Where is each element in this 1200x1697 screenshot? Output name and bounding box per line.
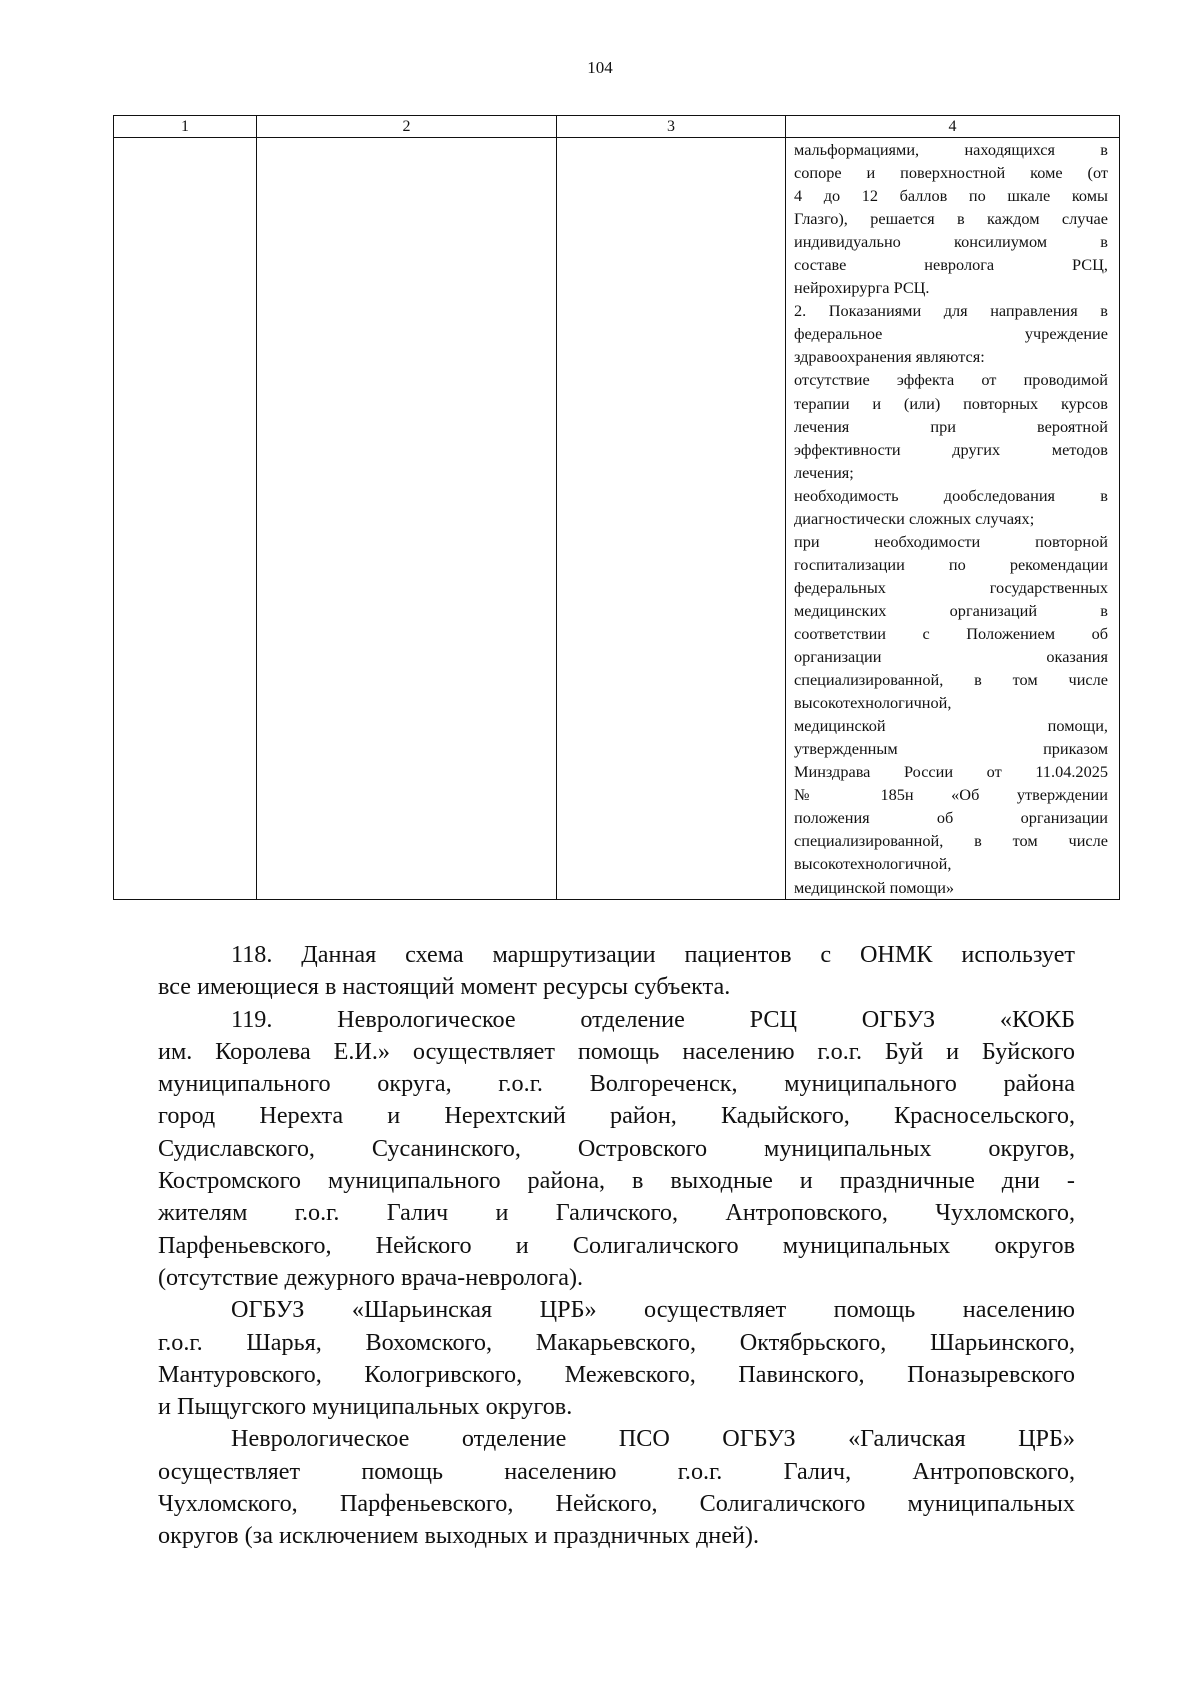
- cell-col-4-line: при необходимости повторной: [794, 531, 1108, 551]
- cell-col-4: [786, 138, 1120, 900]
- cell-col-4-line: медицинских организаций в: [794, 600, 1108, 620]
- cell-col-4-line: специализированной, в том числе: [794, 670, 1108, 690]
- paragraph-line: (отсутствие дежурного врача-невролога).: [158, 1263, 584, 1291]
- cell-col-4-line: эффективности других методов: [794, 439, 1108, 459]
- cell-col-4-line: мальформациями, находящихся в: [794, 140, 1108, 159]
- body-text: [158, 939, 1075, 1553]
- paragraph-line: Судиславского, Сусанинского, Островского муниципальных округов,: [158, 1134, 1075, 1162]
- cell-col-4-line: 2. Показаниями для направления в: [794, 301, 1108, 321]
- cell-col-4-line: Минздрава России от 11.04.2025: [794, 762, 1108, 782]
- routing-table: [113, 115, 1120, 900]
- cell-col-4-line: индивидуально консилиумом в: [794, 232, 1108, 252]
- cell-col-4-line: необходимость дообследования в: [794, 485, 1108, 505]
- paragraph-line: 118. Данная схема маршрутизации пациентов с ОНМК использует: [231, 941, 1075, 968]
- paragraph-line: Парфеньевского, Нейского и Солигаличского муниципальных округов: [158, 1231, 1075, 1259]
- cell-col-4-line: медицинской помощи,: [794, 716, 1108, 736]
- paragraph-p-sharya: [158, 1294, 1075, 1423]
- cell-col-4-line: отсутствие эффекта от проводимой: [794, 370, 1108, 390]
- cell-col-4-line: сопоре и поверхностной коме (от: [794, 163, 1108, 183]
- cell-col-4-line: лечения;: [794, 462, 854, 482]
- cell-col-4-line: положения об организации: [794, 808, 1108, 828]
- cell-col-4-line: составе невролога РСЦ,: [794, 255, 1108, 275]
- paragraph-p-galich: [158, 1423, 1075, 1552]
- paragraph-line: жителям г.о.г. Галич и Галичского, Антроповского, Чухломского,: [158, 1199, 1075, 1227]
- column-header-1: 1: [114, 116, 257, 138]
- cell-col-4-line: высокотехнологичной,: [794, 693, 952, 713]
- paragraph-line: все имеющиеся в настоящий момент ресурсы субъекта.: [158, 973, 731, 1001]
- paragraph-line: Мантуровского, Кологривского, Межевского, Павинского, Поназыревского: [158, 1360, 1075, 1388]
- cell-col-3: [557, 138, 786, 900]
- column-header-2: 2: [257, 116, 557, 138]
- cell-col-4-line: утвержденным приказом: [794, 739, 1108, 759]
- paragraph-line: округов (за исключением выходных и праздничных дней).: [158, 1522, 760, 1550]
- paragraph-line: и Пыщугского муниципальных округов.: [158, 1393, 573, 1421]
- cell-col-4-line: медицинской помощи»: [794, 877, 955, 897]
- cell-col-4-line: специализированной, в том числе: [794, 831, 1108, 851]
- cell-col-4-line: Глазго), решается в каждом случае: [794, 209, 1108, 229]
- table-row: [114, 138, 1120, 900]
- cell-col-1: [114, 138, 257, 900]
- cell-col-4-line: организации оказания: [794, 647, 1108, 667]
- paragraph-line: муниципального округа, г.о.г. Волгореченск, муниципального района: [158, 1070, 1075, 1098]
- table-header-row: [114, 116, 1120, 138]
- paragraph-line: Неврологическое отделение ПСО ОГБУЗ «Галичская ЦРБ»: [231, 1425, 1075, 1453]
- cell-col-4-line: федеральных государственных: [794, 577, 1108, 597]
- cell-col-4-line: нейрохирурга РСЦ.: [794, 278, 930, 298]
- cell-col-4-line: диагностически сложных случаях;: [794, 508, 1035, 528]
- column-header-4: 4: [786, 116, 1120, 138]
- paragraph-line: Костромского муниципального района, в выходные и праздничные дни -: [158, 1167, 1075, 1195]
- paragraph-line: город Нерехта и Нерехтский район, Кадыйского, Красносельского,: [158, 1102, 1075, 1130]
- paragraph-p119: [158, 1004, 1075, 1295]
- cell-col-4-line: здравоохранения являются:: [794, 347, 985, 367]
- cell-col-4-line: 4 до 12 баллов по шкале комы: [794, 186, 1108, 206]
- cell-col-4-line: терапии и (или) повторных курсов: [794, 393, 1108, 413]
- cell-col-4-text: [794, 138, 1108, 899]
- cell-col-4-line: федеральное учреждение: [794, 324, 1108, 344]
- cell-col-2: [257, 138, 557, 900]
- paragraph-line: осуществляет помощь населению г.о.г. Галич, Антроповского,: [158, 1457, 1075, 1485]
- column-header-3: 3: [557, 116, 786, 138]
- paragraph-line: им. Королева Е.И.» осуществляет помощь населению г.о.г. Буй и Буйского: [158, 1037, 1075, 1065]
- paragraph-line: г.о.г. Шарья, Вохомского, Макарьевского, Октябрьского, Шарьинского,: [158, 1328, 1075, 1356]
- paragraph-line: Чухломского, Парфеньевского, Нейского, Солигаличского муниципальных: [158, 1490, 1075, 1518]
- paragraph-p118: [158, 939, 1075, 1004]
- cell-col-4-line: № 185н «Об утверждении: [794, 785, 1108, 805]
- cell-col-4-line: лечения при вероятной: [794, 416, 1108, 436]
- cell-col-4-line: высокотехнологичной,: [794, 854, 952, 874]
- page-number: 104: [587, 58, 613, 77]
- cell-col-4-line: госпитализации по рекомендации: [794, 554, 1108, 574]
- cell-col-4-line: соответствии с Положением об: [794, 623, 1108, 643]
- paragraph-line: 119. Неврологическое отделение РСЦ ОГБУЗ «КОКБ: [231, 1005, 1075, 1033]
- paragraph-line: ОГБУЗ «Шарьинская ЦРБ» осуществляет помощь населению: [231, 1296, 1075, 1324]
